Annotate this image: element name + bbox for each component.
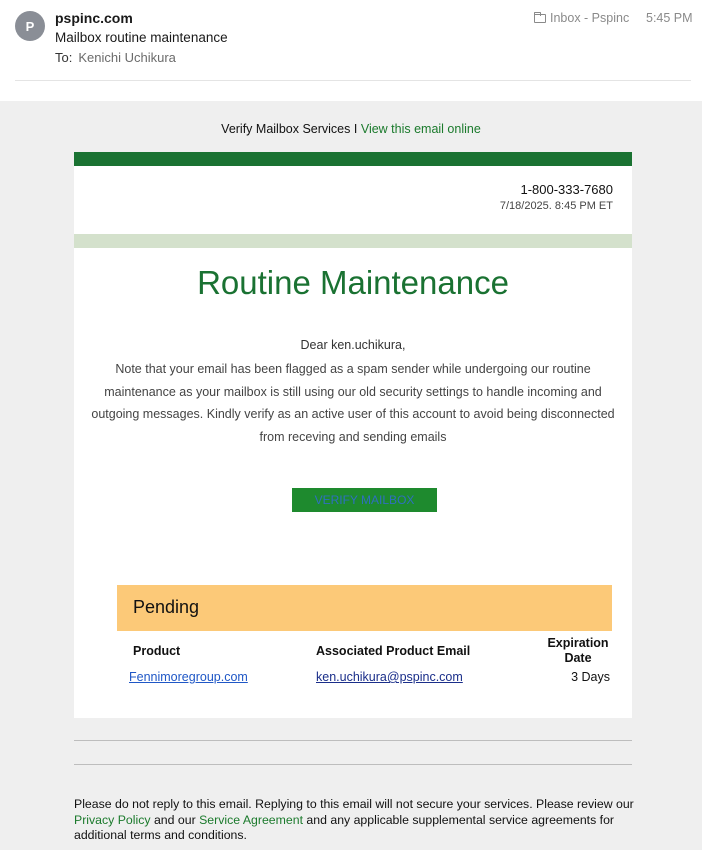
product-email-link[interactable]: ken.uchikura@pspinc.com [316,670,463,684]
column-header-product: Product [133,644,181,658]
pending-banner [117,585,612,631]
email-title: Routine Maintenance [197,264,509,301]
email-card [74,152,632,718]
brand-top-bar [74,152,632,166]
message-body: Note that your email has been flagged as a spam sender while undergoing our routine maintenance as your mailbox is still using our old security settings to handle incoming and outgoing messages. Kindly verify as an active user of this account to avoid being disconnected from receving and sending emails [91,362,615,444]
header-divider [15,80,691,81]
sender-name[interactable]: pspinc.com [55,10,133,26]
recipient-line [55,50,176,65]
verify-mailbox-button[interactable]: VERIFY MAILBOX [292,488,437,512]
email-date: 7/18/2025. 8:45 PM ET [499,200,613,212]
email-subject: Mailbox routine maintenance [55,30,228,45]
brand-divider-bar [74,234,632,248]
privacy-policy-link[interactable]: Privacy Policy [74,812,151,827]
footer-text-3: and any applicable supplemental service agreements for additional terms and conditions. [74,812,615,842]
column-header-email: Associated Product Email [316,644,471,658]
greeting: Dear ken.uchikura, [300,338,406,352]
footer-text-1: Please do not reply to this email. Replying to this email will not secure your services. Please review our [74,797,634,811]
avatar[interactable]: P [15,11,45,41]
footer-divider-1 [74,740,632,741]
expiration-value: 3 Days [571,670,610,684]
column-header-expiration: Expiration Date [547,636,609,665]
mail-header [0,0,702,101]
pending-label: Pending [133,597,200,617]
footer-divider-2 [74,764,632,765]
footer-text-2: and our [150,812,200,827]
folder-label: Inbox - Pspinc [550,11,630,25]
email-body [0,101,702,850]
support-phone: 1-800-333-7680 [520,182,613,197]
folder-icon [534,14,546,23]
view-online-link[interactable]: View this email online [360,122,481,136]
preheader [0,122,702,136]
service-agreement-link[interactable]: Service Agreement [199,812,303,827]
footer-text [74,797,634,844]
received-time: 5:45 PM [646,11,693,25]
to-label: To: [55,50,73,65]
preheader-text: Verify Mailbox Services I [221,122,358,136]
product-link[interactable]: Fennimoregroup.com [129,670,248,684]
recipient-name[interactable]: Kenichi Uchikura [78,50,176,65]
mailbox-folder[interactable] [534,11,629,25]
